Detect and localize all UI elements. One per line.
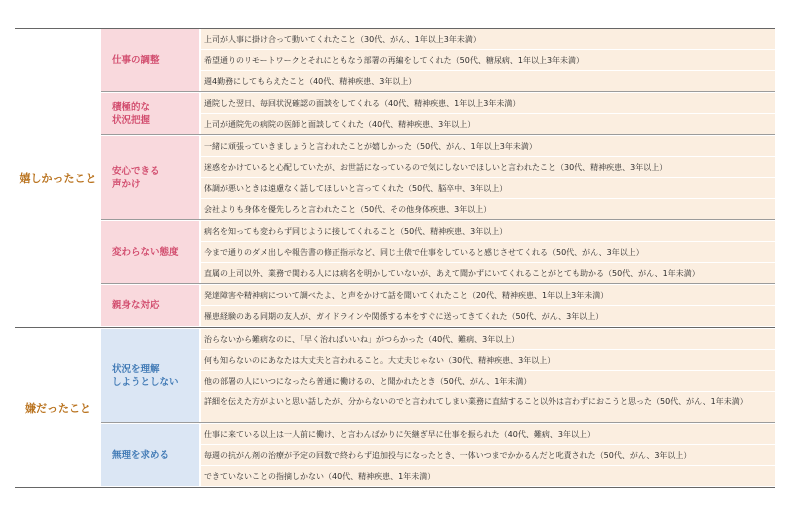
- comment-row: 治らないから難病なのに、「早く治ればいいね」がつらかった（40代、難病、3年以上）: [201, 329, 775, 349]
- comment-row: 直属の上司以外、業務で関わる人には病名を明かしていないが、あえて聞かずにいてくれることがとても助かる（50代、がん、1年未満）: [201, 263, 775, 283]
- comment-row: 罹患経験のある同期の友人が、ガイドラインや関係する本をすぐに送ってきてくれた（50代、がん、3年以上）: [201, 306, 775, 326]
- group-label-happy: 嬉しかったこと: [19, 171, 97, 185]
- comment-row: 何も知らないのにあなたは大丈夫と言われること。大丈夫じゃない（30代、精神疾患、3年以上）: [201, 350, 775, 370]
- group-divider: [15, 327, 775, 328]
- comment-row: できていないことの指摘しかない（40代、精神疾患、1年未満）: [201, 466, 775, 486]
- comment-row: 病名を知っても変わらず同じように接してくれること（50代、精神疾患、3年以上）: [201, 221, 775, 241]
- category-divider: [101, 134, 775, 135]
- category-proactive-status-check: 積極的な 状況把握: [101, 93, 199, 134]
- category-divider: [101, 283, 775, 284]
- category-reassuring-words: 安心できる 声かけ: [101, 136, 199, 219]
- category-unchanged-attitude: 変わらない態度: [101, 221, 199, 283]
- category-work-adjustment: 仕事の調整: [101, 29, 199, 91]
- comment-row: 体調が悪いときは遠慮なく話してほしいと言ってくれた（50代、脳卒中、3年以上）: [201, 178, 775, 198]
- comment-row: 一緒に頑張っていきましょうと言われたことが嬉しかった（50代、がん、1年以上3年未満）: [201, 136, 775, 156]
- comment-row: 会社よりも身体を優先しろと言われたこと（50代、その他身体疾患、3年以上）: [201, 199, 775, 219]
- comment-row: 通院した翌日、毎回状況確認の面談をしてくれる（40代、精神疾患、1年以上3年未満）: [201, 93, 775, 113]
- category-divider: [101, 422, 775, 423]
- comment-row: 上司が通院先の病院の医師と面談してくれた（40代、精神疾患、3年以上）: [201, 114, 775, 134]
- comment-row: 発達障害や精神病について調べたよ、と声をかけて話を聞いてくれたこと（20代、精神疾患、1年以上3年未満）: [201, 285, 775, 305]
- category-divider: [101, 91, 775, 92]
- comment-row: 他の部署の人にいつになったら普通に働けるの、と聞かれたとき（50代、がん、1年未満）: [201, 371, 775, 391]
- comment-row: 仕事に来ている以上は一人前に働け、と言わんばかりに矢継ぎ早に仕事を振られた（40代、難病、3年以上）: [201, 424, 775, 444]
- comment-row: 希望通りのリモートワークとそれにともなう部署の再編をしてくれた（50代、糖尿病、1年以上3年未満）: [201, 50, 775, 70]
- category-no-effort-to-understand: 状況を理解 しようとしない: [101, 329, 199, 422]
- table-bottom-rule: [15, 487, 775, 488]
- group-label-unpleasant: 嫌だったこと: [25, 401, 91, 415]
- category-caring-support: 親身な対応: [101, 285, 199, 326]
- category-divider: [101, 219, 775, 220]
- comment-row: 上司が人事に掛け合って動いてくれたこと（30代、がん、1年以上3年未満）: [201, 29, 775, 49]
- comment-row: 迷惑をかけていると心配していたが、お世話になっているので気にしないでほしいと言われたこと（30代、精神疾患、3年以上）: [201, 157, 775, 177]
- comment-row: 今まで通りのダメ出しや報告書の修正指示など、同じ土俵で仕事をしていると感じさせてくれる（50代、がん、3年以上）: [201, 242, 775, 262]
- comment-row: 詳細を伝えた方がよいと思い話したが、分からないのでと言われてしまい業務に直結すること以外は言わずにおこうと思った（50代、がん、1年未満）: [201, 392, 775, 422]
- comment-row: 週4勤務にしてもらえたこと（40代、精神疾患、3年以上）: [201, 71, 775, 91]
- category-unreasonable-demands: 無理を求める: [101, 424, 199, 486]
- comment-row: 毎週の抗がん剤の治療が予定の回数で終わらず追加投与になったとき、一体いつまでかかるんだと叱責された（50代、がん、3年以上）: [201, 445, 775, 465]
